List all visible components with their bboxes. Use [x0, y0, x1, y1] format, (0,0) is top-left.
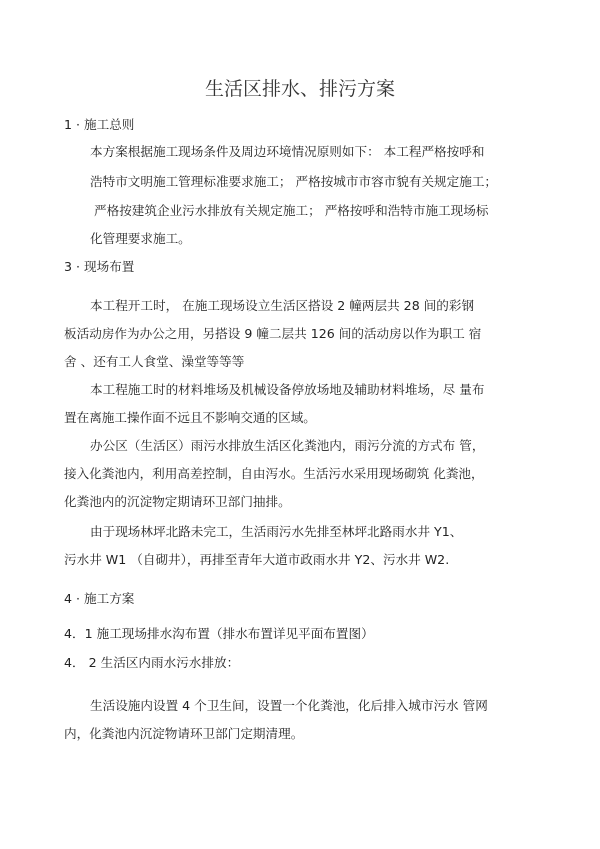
section-4-sub-1: 4．1 施工现场排水沟布置（排水布置详见平面布置图）: [64, 626, 374, 641]
section-3-p3-line-1: 办公区（生活区）雨污水排放生活区化粪池内，雨污分流的方式布 管，: [90, 438, 485, 453]
document-title: 生活区排水、排污方案: [204, 78, 395, 100]
section-4-p-line-2: 内，化粪池内沉淀物请环卫部门定期清理。: [64, 726, 304, 741]
section-3-p1-line-3: 舍 、还有工人食堂、澡堂等等等: [64, 354, 245, 369]
section-3-p4-line-2: 污水井 W1 （自砌井），再排至青年大道市政雨水井 Y2、污水井 W2.: [64, 552, 450, 567]
section-3-p2-line-1: 本工程施工时的材料堆场及机械设备停放场地及辅助材料堆场，尽 量布: [90, 382, 485, 397]
section-1-heading: 1 · 施工总则: [64, 117, 135, 132]
section-3-p1-line-1: 本工程开工时， 在施工现场设立生活区搭设 2 幢两层共 28 间的彩钢: [90, 298, 475, 313]
section-3-p4-line-1: 由于现场林坪北路未完工，生活雨污水先排至林坪北路雨水井 Y1、: [90, 524, 463, 539]
section-1-line-1: 本方案根据施工现场条件及周边环境情况原则如下： 本工程严格按呼和: [90, 144, 485, 159]
section-3-p1-line-2: 板活动房作为办公之用，另搭设 9 幢二层共 126 间的活动房以作为职工 宿: [64, 326, 482, 341]
section-1-line-2: 浩特市文明施工管理标准要求施工； 严格按城市市容市貌有关规定施工；: [90, 174, 498, 189]
section-1-line-3: 严格按建筑企业污水排放有关规定施工； 严格按呼和浩特市施工现场标: [94, 203, 489, 218]
section-3-p3-line-2: 接入化粪池内，利用高差控制，自由泻水。生活污水采用现场砌筑 化粪池，: [64, 466, 484, 481]
section-1-line-4: 化管理要求施工。: [90, 231, 191, 246]
section-4-p-line-1: 生活设施内设置 4 个卫生间，设置一个化粪池，化后排入城市污水 管网: [90, 698, 488, 713]
section-4-sub-2: 4． 2 生活区内雨水污水排放：: [64, 655, 240, 670]
section-3-p3-line-3: 化粪池内的沉淀物定期请环卫部门抽排。: [64, 494, 291, 509]
section-4-heading: 4 · 施工方案: [64, 591, 135, 606]
section-3-heading: 3 · 现场布置: [64, 259, 135, 274]
section-3-p2-line-2: 置在离施工操作面不远且不影响交通的区域。: [64, 410, 316, 425]
